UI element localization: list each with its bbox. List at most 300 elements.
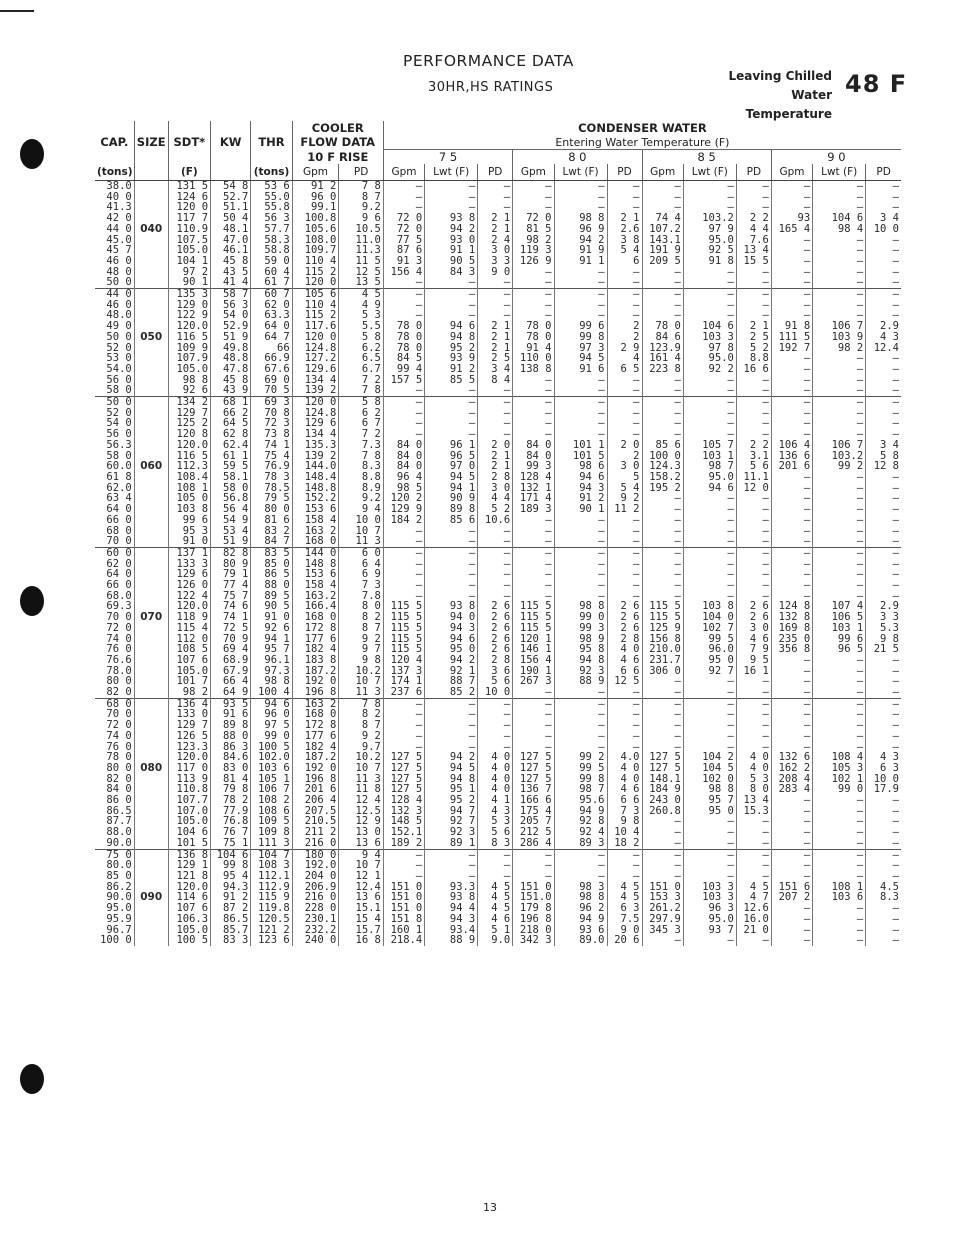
- gpm-75-cell: —: [383, 202, 424, 213]
- pd-85-cell: 16.0: [736, 914, 771, 925]
- lwt-75-cell: 85 6: [425, 515, 478, 526]
- cap-cell: 50 0: [95, 397, 134, 408]
- lwt-85-cell: —: [683, 698, 736, 709]
- pd-85-cell: —: [736, 580, 771, 591]
- cap-cell: 64 0: [95, 504, 134, 515]
- size-cell: [134, 181, 168, 192]
- cooler-gpm-cell: 148.8: [292, 483, 339, 494]
- pd-85-cell: 4 6: [736, 634, 771, 645]
- lwt-75-cell: —: [425, 580, 478, 591]
- gpm-90-cell: —: [771, 795, 812, 806]
- pd-75-cell: 4 6: [478, 914, 513, 925]
- gpm-75-cell: 115 5: [383, 644, 424, 655]
- table-row: [95, 591, 901, 602]
- thr-cell: 97 5: [251, 720, 292, 731]
- thr-cell: 98 8: [251, 676, 292, 687]
- gpm-85-cell: 100 0: [642, 451, 683, 462]
- sdt-cell: 126 0: [168, 580, 210, 591]
- lwt-80-cell: —: [554, 202, 607, 213]
- header-cell: [211, 150, 251, 165]
- lwt-90-cell: —: [813, 418, 866, 429]
- pd-85-cell: 2 1: [736, 321, 771, 332]
- table-row: [95, 935, 901, 946]
- lwt-75-cell: 94 3: [425, 914, 478, 925]
- pd-85-cell: 4 0: [736, 752, 771, 763]
- pd-80-cell: 18 2: [607, 838, 642, 849]
- pd-75-cell: —: [478, 408, 513, 419]
- gpm-75-cell: 84 0: [383, 440, 424, 451]
- cooler-pd-cell: 7 3: [339, 580, 384, 591]
- pd-85-cell: —: [736, 720, 771, 731]
- table-row: [95, 213, 901, 224]
- cooler-pd-cell: 10.5: [339, 224, 384, 235]
- cooler-pd-cell: 5 8: [339, 332, 384, 343]
- gpm-80-cell: —: [513, 559, 554, 570]
- lwt-75-cell: 93.3: [425, 882, 478, 893]
- pd-90-cell: —: [892, 504, 899, 515]
- gpm-80-cell: 84 0: [513, 451, 554, 462]
- cap-cell: 40 0: [95, 192, 134, 203]
- pd-75-cell: —: [478, 181, 513, 192]
- gpm-90-cell: —: [771, 429, 812, 440]
- cooler-pd-cell: 8 7: [339, 192, 384, 203]
- sdt-cell: 107.9: [168, 353, 210, 364]
- lwt-80-cell: —: [554, 385, 607, 396]
- pd-90-cell: 4 3: [880, 752, 899, 763]
- lwt-75-cell: —: [425, 310, 478, 321]
- gpm-85-cell: —: [642, 935, 683, 946]
- gpm-85-cell: 115 5: [642, 612, 683, 623]
- thr-cell: 53 6: [251, 181, 292, 192]
- gpm-90-cell: —: [771, 277, 812, 288]
- kw-header: KW: [211, 135, 251, 150]
- gpm-85-cell: 297.9: [642, 914, 683, 925]
- sdt-cell: 104 1: [168, 256, 210, 267]
- size-cell: [134, 623, 168, 634]
- cap-cell: 95.9: [95, 914, 134, 925]
- table-row: [95, 849, 901, 860]
- pd-80-cell: 4 6: [607, 655, 642, 666]
- gpm-85-cell: 123.9: [642, 343, 683, 354]
- gpm-80-cell: 126 9: [513, 256, 554, 267]
- pd-75-cell: 9 0: [478, 267, 513, 278]
- cooler-gpm-cell: 240 0: [292, 935, 339, 946]
- lwt-80-cell: —: [554, 277, 607, 288]
- pd-80-cell: 2 6: [607, 623, 642, 634]
- gpm-75-cell: 218.4: [383, 935, 424, 946]
- kw-cell: 45 8: [211, 256, 251, 267]
- lwt-80-cell: 101 5: [554, 451, 607, 462]
- pd-85-cell: —: [736, 310, 771, 321]
- thr-cell: 60 4: [251, 267, 292, 278]
- lwt-85-cell: —: [683, 860, 736, 871]
- page-id: 48 F: [845, 70, 908, 98]
- gpm-80-cell: —: [513, 429, 554, 440]
- size-cell: 040: [134, 224, 168, 235]
- header-cell: [134, 121, 168, 135]
- sdt-cell: 103 8: [168, 504, 210, 515]
- pd-80-cell: 4 0: [607, 644, 642, 655]
- size-cell: [134, 343, 168, 354]
- sdt-header: SDT*: [168, 135, 210, 150]
- gpm-75-cell: 148 5: [383, 816, 424, 827]
- lwt-85-cell: 91 8: [683, 256, 736, 267]
- lwt-75-cell: 89 1: [425, 838, 478, 849]
- kw-cell: 54 8: [211, 181, 251, 192]
- cooler-gpm-cell: 216 0: [292, 892, 339, 903]
- lwt-85-cell: —: [683, 709, 736, 720]
- gpm-85-cell: —: [642, 731, 683, 742]
- pd-85-cell: 2 5: [736, 332, 771, 343]
- cooler-gpm-cell: 100.8: [292, 213, 339, 224]
- lwt-80-cell: 94 8: [554, 655, 607, 666]
- table-row: [95, 267, 901, 278]
- cooler-gpm-cell: 216 0: [292, 838, 339, 849]
- pd-85-cell: —: [736, 687, 771, 698]
- gpm-75-cell: 78 0: [383, 332, 424, 343]
- lwt-75-cell: —: [425, 385, 478, 396]
- lwt-75-cell: —: [425, 569, 478, 580]
- kw-cell: 93 5: [211, 698, 251, 709]
- gpm-85-cell: —: [642, 289, 683, 300]
- gpm-90-cell: —: [771, 408, 812, 419]
- pd-85-cell: —: [736, 418, 771, 429]
- lwt-80-cell: 96 9: [554, 224, 607, 235]
- lwt-85-cell: —: [683, 591, 736, 602]
- pd-90-cell: —: [892, 805, 899, 817]
- kw-cell: 81 4: [211, 774, 251, 785]
- kw-cell: 52.9: [211, 321, 251, 332]
- thr-cell: 92 6: [251, 623, 292, 634]
- temp-80-header: 8 0: [513, 150, 642, 165]
- pd-90-cell: —: [892, 837, 899, 849]
- lwt-75-cell: 94 2: [425, 655, 478, 666]
- sdt-cell: 134 2: [168, 397, 210, 408]
- gpm-80-cell: 146 1: [513, 644, 554, 655]
- pd-75-cell: 4 5: [478, 903, 513, 914]
- cooler-gpm-cell: 163 2: [292, 526, 339, 537]
- gpm-90-cell: —: [771, 698, 812, 709]
- cooler-pd-cell: 12.5: [339, 806, 384, 817]
- gpm-80-cell: 81 5: [513, 224, 554, 235]
- cooler-pd-cell: 12 4: [339, 795, 384, 806]
- sdt-cell: 117 0: [168, 763, 210, 774]
- pd-90-cell: —: [892, 202, 899, 214]
- pd-80-cell: 4 0: [607, 774, 642, 785]
- lwt-90-cell: 106 7: [813, 321, 866, 332]
- pd-80-cell: —: [607, 526, 642, 537]
- thr-cell: 84 7: [251, 536, 292, 547]
- pd-90-cell: —: [892, 429, 899, 440]
- gpm-75-cell: —: [383, 849, 424, 860]
- gpm-85-cell: —: [642, 698, 683, 709]
- sdt-cell: 136 8: [168, 849, 210, 860]
- gpm-85-cell: 243 0: [642, 795, 683, 806]
- pd-75-cell: —: [478, 698, 513, 709]
- lwt-75-cell: 93 0: [425, 235, 478, 246]
- cap-cell: 45.0: [95, 235, 134, 246]
- lwt-90-cell: —: [813, 698, 866, 709]
- sdt-cell: 107.0: [168, 806, 210, 817]
- gpm-80-cell: —: [513, 300, 554, 311]
- lwt-75-cell: 94 8: [425, 774, 478, 785]
- gpm-85-cell: 210.0: [642, 644, 683, 655]
- lwt-90-cell: —: [813, 472, 866, 483]
- pd-90-cell: —: [892, 385, 899, 397]
- sdt-cell: 120.0: [168, 440, 210, 451]
- lwt-90-cell: 103 1: [813, 623, 866, 634]
- thr-cell: 58.3: [251, 235, 292, 246]
- gpm-80-cell: 267 3: [513, 676, 554, 687]
- lwt-85-cell: —: [683, 375, 736, 386]
- gpm-90-cell: 235 0: [771, 634, 812, 645]
- lwt-75-cell: —: [425, 418, 478, 429]
- kw-cell: 58.1: [211, 472, 251, 483]
- thr-cell: 67.6: [251, 364, 292, 375]
- pd-80-cell: 2.6: [607, 224, 642, 235]
- lwt-85-cell: 94 6: [683, 483, 736, 494]
- gpm-90-cell: —: [771, 181, 812, 192]
- gpm-75-cell: —: [383, 536, 424, 547]
- gpm-80-cell: —: [513, 709, 554, 720]
- gpm-85-cell: 107.2: [642, 224, 683, 235]
- gpm-80-cell: —: [513, 720, 554, 731]
- pd-80-cell: —: [607, 860, 642, 871]
- thr-cell: 64 0: [251, 321, 292, 332]
- gpm-80-cell: —: [513, 526, 554, 537]
- cap-cell: 66 0: [95, 580, 134, 591]
- sdt-cell: 120 8: [168, 429, 210, 440]
- lwt-85-cell: 92 7: [683, 666, 736, 677]
- pd-90-cell: —: [866, 397, 901, 408]
- sdt-cell: 95 3: [168, 526, 210, 537]
- pd-85-cell: —: [736, 547, 771, 558]
- lwt-75-cell: 85 5: [425, 375, 478, 386]
- lwt-85-cell: —: [683, 397, 736, 408]
- table-row: [95, 547, 901, 558]
- size-cell: [134, 806, 168, 817]
- sdt-cell: 120.0: [168, 601, 210, 612]
- lwt-85-cell: 96.0: [683, 644, 736, 655]
- condenser-header: CONDENSER WATER: [578, 121, 707, 135]
- table-row: [95, 882, 901, 893]
- cooler-gpm-cell: 187.2: [292, 666, 339, 677]
- sdt-cell: 98 8: [168, 375, 210, 386]
- lwt-75-cell: —: [425, 526, 478, 537]
- gpm-80-cell: 72 0: [513, 213, 554, 224]
- gpm-90-cell: —: [771, 483, 812, 494]
- gpm-90-cell: —: [771, 849, 812, 860]
- size-cell: [134, 353, 168, 364]
- cap-cell: 84 0: [95, 784, 134, 795]
- size-cell: [134, 451, 168, 462]
- gpm-85-cell: —: [642, 860, 683, 871]
- binder-hole: [20, 139, 44, 169]
- kw-cell: 85.7: [211, 925, 251, 936]
- pd-90-cell: —: [892, 277, 899, 289]
- cap-cell: 44 0: [95, 224, 134, 235]
- cap-cell: 56.3: [95, 440, 134, 451]
- lwt-75-cell: 94 6: [425, 321, 478, 332]
- kw-cell: 94.3: [211, 882, 251, 893]
- thr-cell: 90 5: [251, 601, 292, 612]
- sdt-cell: 98 2: [168, 687, 210, 698]
- gpm-85-cell: —: [642, 580, 683, 591]
- gpm-80-cell: —: [513, 192, 554, 203]
- gpm-90-cell: 93: [771, 213, 812, 224]
- lwt-80-cell: 97 3: [554, 343, 607, 354]
- sdt-cell: 105.0: [168, 364, 210, 375]
- thr-cell: 120.5: [251, 914, 292, 925]
- gpm-80-cell: 138 8: [513, 364, 554, 375]
- cooler-pd-cell: 6.5: [339, 353, 384, 364]
- table-row: [95, 526, 901, 537]
- gpm-80-cell: 91 4: [513, 343, 554, 354]
- gpm-90-cell: —: [771, 709, 812, 720]
- pd-80-cell: 2 8: [607, 634, 642, 645]
- thr-cell: 121 2: [251, 925, 292, 936]
- pd-80-cell: 9 2: [607, 493, 642, 504]
- pd-80-cell: —: [607, 375, 642, 386]
- thr-cell: 69 0: [251, 375, 292, 386]
- thr-cell: 62 0: [251, 300, 292, 311]
- lwt-85-cell: —: [683, 300, 736, 311]
- table-row: [95, 580, 901, 591]
- lwt-90-cell: —: [813, 289, 866, 300]
- cooler-gpm-cell: 129.6: [292, 364, 339, 375]
- lwt-75-cell: 94 0: [425, 612, 478, 623]
- cooler-pd-cell: 5 8: [339, 397, 384, 408]
- thr-cell: 111 3: [251, 838, 292, 849]
- lwt-75-cell: —: [425, 709, 478, 720]
- leaving-line-2: Water Temperature: [745, 88, 832, 121]
- gpm-90-cell: —: [771, 559, 812, 570]
- thr-cell: 81 6: [251, 515, 292, 526]
- table-row: [95, 300, 901, 311]
- gpm-85-cell: —: [642, 385, 683, 396]
- gpm-85-cell: —: [642, 515, 683, 526]
- table-row: [95, 536, 901, 547]
- lwt-90-cell: 99 0: [813, 784, 866, 795]
- gpm-80-cell: 156 4: [513, 655, 554, 666]
- gpm-85-cell: —: [642, 397, 683, 408]
- gpm-80-cell: 205 7: [513, 816, 554, 827]
- pd-90-cell: 2.9: [880, 321, 899, 332]
- sdt-cell: 97 2: [168, 267, 210, 278]
- pd-75-cell: —: [478, 300, 513, 311]
- gpm-85-cell: —: [642, 720, 683, 731]
- cooler-gpm-cell: 182 4: [292, 742, 339, 753]
- cooler-gpm-cell: 196 8: [292, 687, 339, 698]
- gpm-80-cell: 119 3: [513, 245, 554, 256]
- pd-80-cell: 9 0: [607, 925, 642, 936]
- gpm-90-cell: 91 8: [771, 321, 812, 332]
- cap-cell: 78.0: [95, 666, 134, 677]
- gpm-90-cell: —: [771, 731, 812, 742]
- gpm-80-cell: —: [513, 181, 554, 192]
- lwt-90-cell: —: [813, 493, 866, 504]
- cap-cell: 56 0: [95, 375, 134, 386]
- kw-cell: 86.5: [211, 914, 251, 925]
- pd-90-cell: 3 4: [880, 439, 899, 451]
- lwt-90-cell: 106 7: [813, 440, 866, 451]
- pd-75-cell: 10.6: [478, 515, 513, 526]
- pd-85-cell: 21 0: [736, 925, 771, 936]
- kw-cell: 78 2: [211, 795, 251, 806]
- leaving-line-1: Leaving Chilled: [728, 69, 832, 83]
- lwt-80-cell: —: [554, 720, 607, 731]
- sdt-cell: 90 1: [168, 277, 210, 288]
- gpm-85-cell: —: [642, 536, 683, 547]
- table-row: [95, 838, 901, 849]
- entering-temp-header: Entering Water Temperature (F): [555, 135, 730, 149]
- pd-90-cell: —: [892, 191, 899, 203]
- cooler-gpm-cell: 206 4: [292, 795, 339, 806]
- lwt-80-cell: 99 0: [554, 612, 607, 623]
- size-cell: [134, 709, 168, 720]
- pd-85-cell: —: [736, 838, 771, 849]
- cooler-gpm-cell: 109.7: [292, 245, 339, 256]
- lwt-75-cell: —: [425, 860, 478, 871]
- cooler-gpm-cell: 120 0: [292, 332, 339, 343]
- cooler-pd-cell: 15 4: [339, 914, 384, 925]
- cap-unit: (tons): [95, 164, 134, 181]
- lwt-75-cell: 93 9: [425, 353, 478, 364]
- thr-cell: 78.5: [251, 483, 292, 494]
- lwt-90-cell: —: [813, 559, 866, 570]
- thr-cell: 73 8: [251, 429, 292, 440]
- cooler-gpm-cell: 129 6: [292, 418, 339, 429]
- lwt-90-cell: —: [813, 353, 866, 364]
- size-cell: [134, 882, 168, 893]
- pd-90-cell: —: [866, 849, 901, 860]
- cap-cell: 64 0: [95, 569, 134, 580]
- pd-80-cell: 4 5: [607, 882, 642, 893]
- top-rule: [0, 10, 34, 12]
- table-row: [95, 332, 901, 343]
- gpm-90-cell: —: [771, 666, 812, 677]
- table-row: [95, 644, 901, 655]
- lwt-80-cell: 98 6: [554, 461, 607, 472]
- gpm-85-cell: —: [642, 827, 683, 838]
- table-row: [95, 720, 901, 731]
- pd-90-cell: —: [892, 665, 899, 677]
- pd-80-cell: 2: [607, 451, 642, 462]
- cooler-gpm-cell: 177 6: [292, 731, 339, 742]
- lwt-75-cell: —: [425, 720, 478, 731]
- lwt-85-cell: —: [683, 202, 736, 213]
- size-cell: [134, 526, 168, 537]
- kw-cell: 58 7: [211, 289, 251, 300]
- kw-cell: 52.7: [211, 192, 251, 203]
- thr-cell: 119.8: [251, 903, 292, 914]
- gpm-75-cell: 120 2: [383, 493, 424, 504]
- pd-85-cell: —: [736, 408, 771, 419]
- cooler-gpm-cell: 120 0: [292, 397, 339, 408]
- temp-85-header: 8 5: [642, 150, 771, 165]
- cap-cell: 62 0: [95, 559, 134, 570]
- sdt-cell: 105.0: [168, 925, 210, 936]
- lwt-75-cell: —: [425, 181, 478, 192]
- gpm-80-cell: 136 7: [513, 784, 554, 795]
- lwt-80-cell: 89 3: [554, 838, 607, 849]
- lwt-85-cell: —: [683, 849, 736, 860]
- kw-cell: 49.8: [211, 343, 251, 354]
- gpm-85-cell: —: [642, 569, 683, 580]
- pd-85-cell: 15.3: [736, 806, 771, 817]
- pd-90-cell: —: [892, 558, 899, 570]
- gpm-80-cell: 127 5: [513, 763, 554, 774]
